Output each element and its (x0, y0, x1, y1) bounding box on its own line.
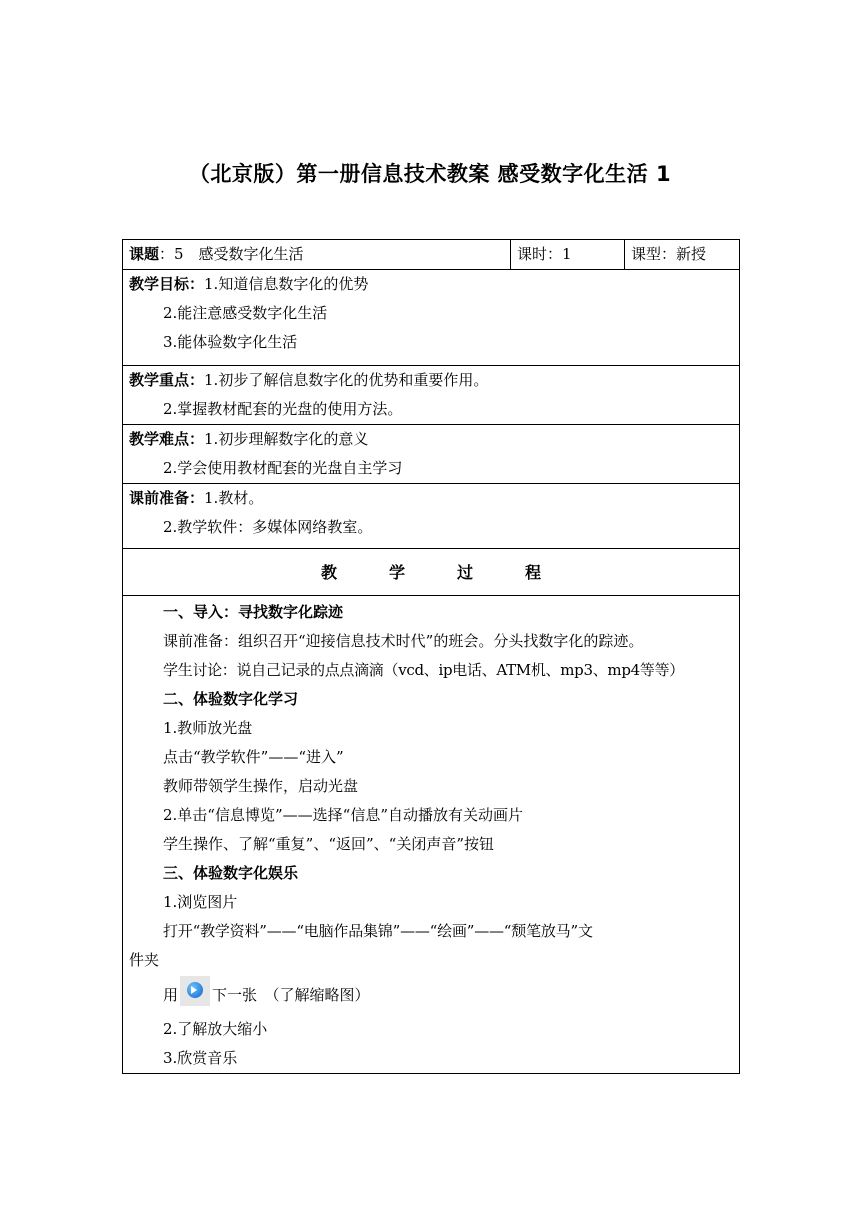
process-line: 2.单击“信息博览”——选择“信息”自动播放有关动画片 (163, 806, 523, 824)
type-cell: 课型：新授 (625, 240, 740, 270)
key-point-item: 2.掌握教材配套的光盘的使用方法。 (163, 400, 403, 418)
key-points-row (123, 366, 740, 425)
objectives-label: 教学目标： (129, 275, 205, 293)
process-line: 件夹 (129, 951, 160, 969)
difficulties-label: 教学难点： (129, 430, 205, 448)
difficulty-item: 2.学会使用教材配套的光盘自主学习 (163, 459, 403, 477)
objective-item: 1.知道信息数字化的优势 (204, 275, 369, 293)
page-title: （北京版）第一册信息技术教案 感受数字化生活 1 (188, 162, 672, 186)
preparation-item: 2.教学软件：多媒体网络教室。 (163, 518, 373, 536)
process-text: 下一张 （了解缩略图） (212, 986, 370, 1004)
topic-label: 课题 (129, 245, 160, 263)
process-line: 1.浏览图片 (163, 893, 238, 911)
heading-char: 教 (320, 562, 337, 582)
process-heading-row (123, 549, 740, 596)
heading-char: 过 (457, 562, 474, 582)
key-points-label: 教学重点： (129, 371, 205, 389)
lesson-plan-table (122, 239, 740, 1074)
process-line: 教师带领学生操作，启动光盘 (163, 777, 359, 795)
section-title: 三、体验数字化娱乐 (163, 864, 299, 882)
heading-char: 程 (525, 562, 542, 582)
process-body-row (123, 596, 740, 1074)
process-line: 打开“教学资料”——“电脑作品集锦”——“绘画”——“颓笔放马”文 (163, 922, 593, 940)
objective-item: 2.能注意感受数字化生活 (163, 304, 328, 322)
section-title: 二、体验数字化学习 (163, 690, 299, 708)
objectives-row (123, 270, 740, 366)
process-text: 用 (163, 986, 179, 1004)
process-heading (123, 549, 740, 596)
process-line: 学生讨论：说自己记录的点点滴滴（vcd、ip电话、ATM机、mp3、mp4等等） (163, 661, 684, 679)
process-line-with-icon (129, 975, 733, 1015)
header-row (123, 240, 740, 270)
section-title: 一、导入：寻找数字化踪迹 (163, 603, 344, 621)
key-point-item: 1.初步了解信息数字化的优势和重要作用。 (204, 371, 489, 389)
preparation-item: 1.教材。 (204, 489, 264, 507)
process-line: 3.欣赏音乐 (163, 1049, 238, 1067)
topic-cell (123, 240, 511, 270)
difficulties-row (123, 425, 740, 484)
difficulty-item: 1.初步理解数字化的意义 (204, 430, 369, 448)
process-line: 课前准备：组织召开“迎接信息技术时代”的班会。分头找数字化的踪迹。 (163, 632, 644, 650)
heading-char: 学 (388, 562, 405, 582)
hours-cell: 课时：1 (511, 240, 625, 270)
topic-value: ：5 感受数字化生活 (159, 245, 304, 263)
process-line: 2.了解放大缩小 (163, 1020, 268, 1038)
process-line: 学生操作、了解“重复”、“返回”、“关闭声音”按钮 (163, 835, 495, 853)
next-track-icon (180, 976, 210, 1006)
process-line: 1.教师放光盘 (163, 719, 253, 737)
preparation-label: 课前准备： (129, 489, 205, 507)
preparation-row (123, 484, 740, 549)
process-line: 点击“教学软件”——“进入” (163, 748, 344, 766)
objective-item: 3.能体验数字化生活 (163, 333, 298, 351)
